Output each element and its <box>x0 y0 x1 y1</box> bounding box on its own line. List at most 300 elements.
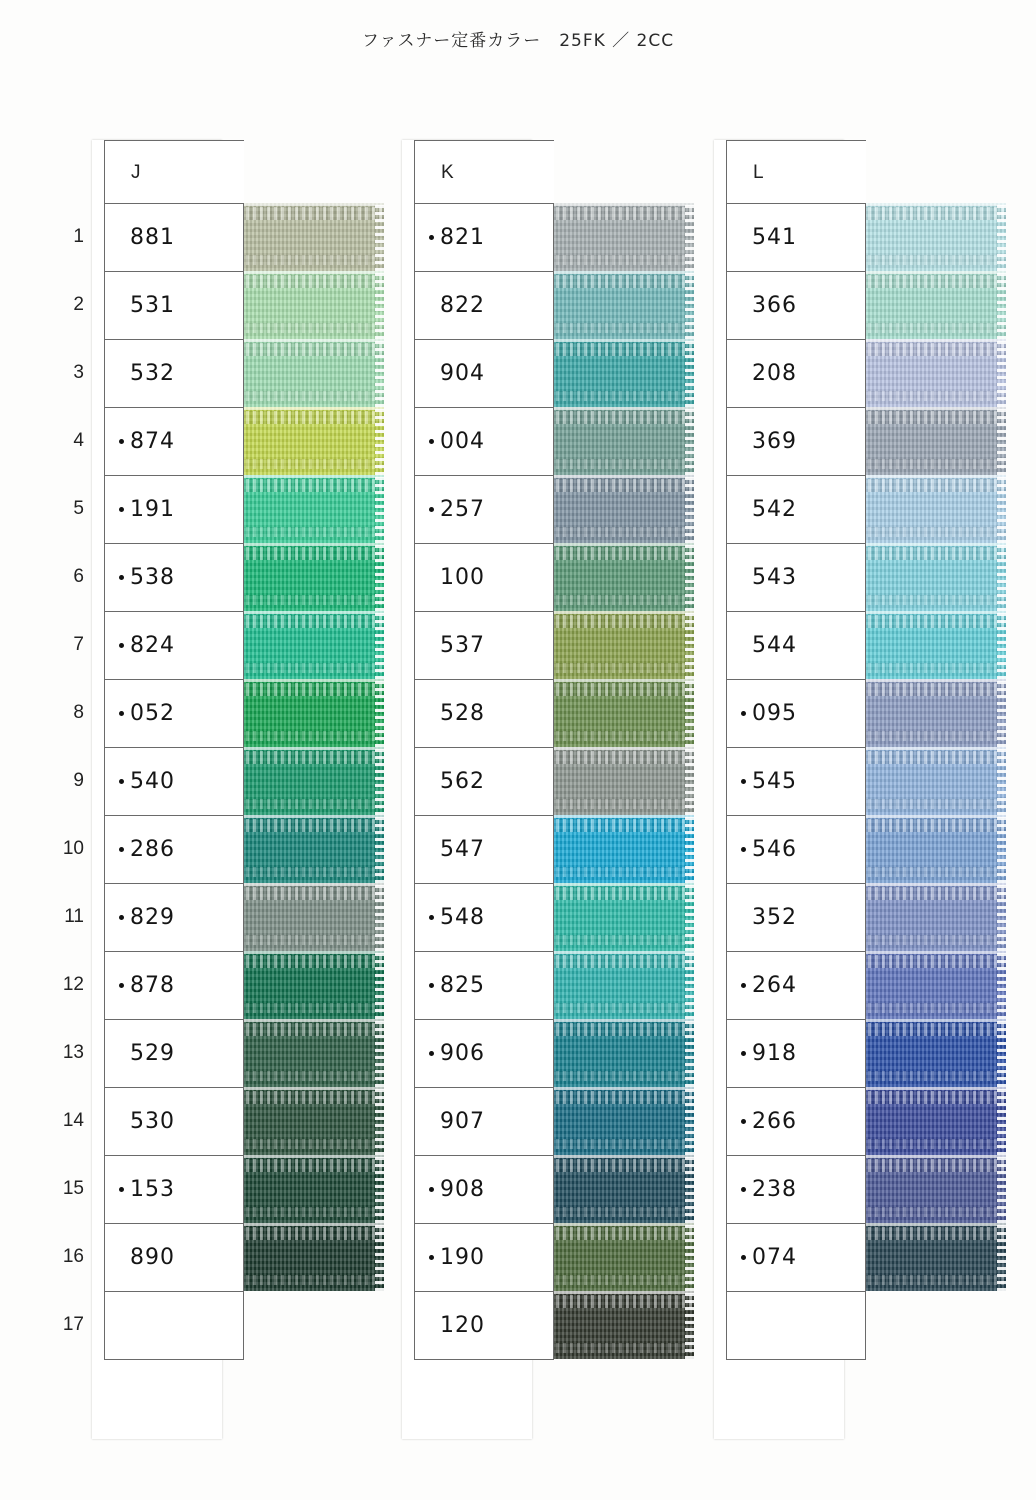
zipper-teeth-icon <box>854 867 1006 877</box>
zipper-tape-swatch[interactable] <box>232 883 384 951</box>
color-code-label: 052 <box>130 701 175 726</box>
swatch-divider <box>542 883 694 886</box>
zipper-teeth-icon <box>232 731 384 741</box>
color-code-row[interactable] <box>415 748 553 816</box>
zipper-teeth-icon <box>854 663 1006 673</box>
cut-edge <box>685 407 694 475</box>
zipper-teeth-icon <box>854 731 1006 741</box>
bullet-dot-icon <box>741 575 746 580</box>
zipper-tape-swatch[interactable] <box>542 1155 694 1223</box>
color-code-row[interactable] <box>105 340 243 408</box>
zipper-teeth-icon <box>232 1139 384 1149</box>
color-code-row[interactable] <box>105 1020 243 1088</box>
bullet-dot-icon <box>429 1187 434 1192</box>
zipper-tape-swatch[interactable] <box>232 679 384 747</box>
cut-edge <box>997 1155 1006 1223</box>
zipper-tape-swatch[interactable] <box>542 1291 694 1359</box>
color-code-label: 546 <box>752 837 797 862</box>
zipper-teeth-icon <box>232 527 384 537</box>
zipper-teeth-icon <box>232 1227 384 1240</box>
color-code-row[interactable] <box>105 272 243 340</box>
zipper-teeth-icon <box>854 1071 1006 1081</box>
swatch-divider <box>542 951 694 954</box>
bullet-dot-icon <box>741 1051 746 1056</box>
bullet-dot-icon <box>429 1323 434 1328</box>
color-code-label: 822 <box>440 293 485 318</box>
color-code-row[interactable] <box>415 204 553 272</box>
color-code-label: 537 <box>440 633 485 658</box>
color-code-row[interactable] <box>105 816 243 884</box>
color-code-row[interactable] <box>727 340 865 408</box>
color-code-label: 238 <box>752 1177 797 1202</box>
cut-edge <box>375 951 384 1019</box>
zipper-tape-swatch[interactable] <box>542 271 694 339</box>
swatch-divider <box>542 1087 694 1090</box>
color-code-label: 190 <box>440 1245 485 1270</box>
color-code-label: 004 <box>440 429 485 454</box>
zipper-teeth-icon <box>854 1091 1006 1104</box>
color-code-row[interactable] <box>727 1224 865 1292</box>
zipper-tape-swatch[interactable] <box>232 475 384 543</box>
zipper-tape-swatch[interactable] <box>542 407 694 475</box>
color-code-label: 286 <box>130 837 175 862</box>
zipper-tape-swatch[interactable] <box>542 543 694 611</box>
swatch-divider <box>232 951 384 954</box>
zipper-tape-swatch[interactable] <box>232 951 384 1019</box>
zipper-tape-swatch[interactable] <box>232 747 384 815</box>
zipper-teeth-icon <box>854 343 1006 356</box>
cut-edge <box>375 475 384 543</box>
zipper-tape-swatch[interactable] <box>232 1019 384 1087</box>
zipper-teeth-icon <box>232 751 384 764</box>
color-code-row[interactable] <box>727 204 865 272</box>
zipper-teeth-icon <box>232 1003 384 1013</box>
color-code-row[interactable] <box>415 1292 553 1360</box>
row-number: 8 <box>73 702 84 723</box>
color-code-row[interactable] <box>105 1156 243 1224</box>
color-code-label: 538 <box>130 565 175 590</box>
zipper-teeth-icon <box>542 595 694 605</box>
bullet-dot-icon <box>119 1187 124 1192</box>
bullet-dot-icon <box>119 1119 124 1124</box>
color-code-label: 532 <box>130 361 175 386</box>
row-number: 2 <box>73 294 84 315</box>
color-code-row[interactable] <box>415 476 553 544</box>
color-code-label: 208 <box>752 361 797 386</box>
cut-edge <box>685 475 694 543</box>
zipper-teeth-icon <box>854 595 1006 605</box>
color-code-label: 890 <box>130 1245 175 1270</box>
row-number: 10 <box>62 838 84 859</box>
color-code-row[interactable] <box>105 952 243 1020</box>
zipper-teeth-icon <box>232 819 384 832</box>
color-code-label: 120 <box>440 1313 485 1338</box>
zipper-teeth-icon <box>542 683 694 696</box>
zipper-teeth-icon <box>232 459 384 469</box>
zipper-teeth-icon <box>542 1295 694 1308</box>
zipper-tape-swatch[interactable] <box>854 339 1006 407</box>
zipper-tape-swatch[interactable] <box>542 815 694 883</box>
cut-edge <box>685 1019 694 1087</box>
row-number: 5 <box>73 498 84 519</box>
color-code-row[interactable] <box>727 544 865 612</box>
zipper-tape-swatch[interactable] <box>232 339 384 407</box>
color-code-row[interactable] <box>105 544 243 612</box>
color-code-row[interactable] <box>105 204 243 272</box>
swatch-divider <box>854 883 1006 886</box>
row-number: 6 <box>73 566 84 587</box>
zipper-teeth-icon <box>854 1159 1006 1172</box>
color-code-row[interactable] <box>415 884 553 952</box>
zipper-tape-swatch[interactable] <box>232 1291 384 1359</box>
zipper-teeth-icon <box>232 1207 384 1217</box>
color-code-row[interactable] <box>727 272 865 340</box>
color-code-label: 907 <box>440 1109 485 1134</box>
row-number: 3 <box>73 362 84 383</box>
cut-edge <box>685 611 694 679</box>
color-code-row[interactable] <box>727 748 865 816</box>
zipper-teeth-icon <box>232 547 384 560</box>
zipper-tape-swatch[interactable] <box>542 203 694 271</box>
color-code-label: 918 <box>752 1041 797 1066</box>
color-code-row[interactable] <box>727 1292 865 1360</box>
zipper-teeth-icon <box>232 479 384 492</box>
swatch-divider <box>854 339 1006 342</box>
zipper-tape-swatch[interactable] <box>854 1019 1006 1087</box>
zipper-tape-swatch[interactable] <box>232 271 384 339</box>
zipper-teeth-icon <box>542 527 694 537</box>
zipper-teeth-icon <box>232 683 384 696</box>
bullet-dot-icon <box>741 371 746 376</box>
zipper-teeth-icon <box>854 615 1006 628</box>
zipper-tape-swatch[interactable] <box>854 815 1006 883</box>
cut-edge <box>997 951 1006 1019</box>
bullet-dot-icon <box>741 1119 746 1124</box>
zipper-tape-swatch[interactable] <box>854 883 1006 951</box>
zipper-tape-swatch[interactable] <box>232 815 384 883</box>
zipper-teeth-icon <box>854 255 1006 265</box>
color-code-row[interactable] <box>415 1156 553 1224</box>
cut-edge <box>375 339 384 407</box>
swatch-divider <box>232 475 384 478</box>
zipper-teeth-icon <box>542 799 694 809</box>
bullet-dot-icon <box>119 303 124 308</box>
bullet-dot-icon <box>741 1323 746 1328</box>
color-code-row[interactable] <box>415 1224 553 1292</box>
swatch-divider <box>854 815 1006 818</box>
cut-edge <box>997 883 1006 951</box>
zipper-tape-swatch[interactable] <box>854 951 1006 1019</box>
swatch-divider <box>854 407 1006 410</box>
bullet-dot-icon <box>429 915 434 920</box>
zipper-tape-swatch[interactable] <box>542 1087 694 1155</box>
row-number-gutter <box>46 203 90 1359</box>
bullet-dot-icon <box>119 779 124 784</box>
bullet-dot-icon <box>119 983 124 988</box>
zipper-tape-swatch[interactable] <box>854 679 1006 747</box>
bullet-dot-icon <box>741 711 746 716</box>
page-title: ファスナー定番カラー 25FK ／ 2CC <box>361 31 675 51</box>
color-code-label: 095 <box>752 701 797 726</box>
zipper-teeth-icon <box>854 1207 1006 1217</box>
color-code-row[interactable] <box>105 884 243 952</box>
row-number: 1 <box>73 226 84 247</box>
zipper-tape-swatch[interactable] <box>542 339 694 407</box>
cut-edge <box>997 1019 1006 1087</box>
swatch-divider <box>854 543 1006 546</box>
swatch-divider <box>232 407 384 410</box>
swatch-divider <box>854 475 1006 478</box>
color-code-row[interactable] <box>415 408 553 476</box>
cut-edge <box>375 543 384 611</box>
color-code-label: 824 <box>130 633 175 658</box>
zipper-tape-swatch[interactable] <box>854 1291 1006 1359</box>
zipper-teeth-icon <box>232 1071 384 1081</box>
zipper-teeth-icon <box>232 275 384 288</box>
swatch-divider <box>542 611 694 614</box>
row-number: 7 <box>73 634 84 655</box>
zipper-teeth-icon <box>854 751 1006 764</box>
color-code-row[interactable] <box>105 408 243 476</box>
color-code-row[interactable] <box>105 1292 243 1360</box>
zipper-teeth-icon <box>232 1159 384 1172</box>
color-code-row[interactable] <box>415 544 553 612</box>
color-code-row[interactable] <box>415 816 553 884</box>
zipper-teeth-icon <box>542 731 694 741</box>
row-number: 15 <box>62 1178 84 1199</box>
swatch-divider <box>232 747 384 750</box>
color-code-row[interactable] <box>105 476 243 544</box>
color-code-row[interactable] <box>727 816 865 884</box>
zipper-teeth-icon <box>542 207 694 220</box>
color-code-row[interactable] <box>727 1088 865 1156</box>
swatch-divider <box>232 1223 384 1226</box>
zipper-teeth-icon <box>232 391 384 401</box>
swatch-divider <box>854 1087 1006 1090</box>
zipper-tape-swatch[interactable] <box>854 747 1006 815</box>
zipper-tape-swatch[interactable] <box>542 1223 694 1291</box>
color-code-row[interactable] <box>105 680 243 748</box>
swatch-divider <box>542 1019 694 1022</box>
color-code-label: 543 <box>752 565 797 590</box>
color-code-row[interactable] <box>727 952 865 1020</box>
swatch-divider <box>542 271 694 274</box>
zipper-tape-swatch[interactable] <box>232 1223 384 1291</box>
row-number: 13 <box>62 1042 84 1063</box>
row-number: 12 <box>62 974 84 995</box>
zipper-tape-swatch[interactable] <box>542 883 694 951</box>
swatch-divider <box>232 1019 384 1022</box>
bullet-dot-icon <box>119 1255 124 1260</box>
bullet-dot-icon <box>429 847 434 852</box>
zipper-tape-swatch[interactable] <box>854 1223 1006 1291</box>
cut-edge <box>685 1087 694 1155</box>
color-code-row[interactable] <box>105 612 243 680</box>
color-code-label: 908 <box>440 1177 485 1202</box>
zipper-teeth-icon <box>232 799 384 809</box>
zipper-teeth-icon <box>854 411 1006 424</box>
zipper-tape-swatch[interactable] <box>542 747 694 815</box>
color-code-label: 874 <box>130 429 175 454</box>
color-code-row[interactable] <box>105 1224 243 1292</box>
zipper-tape-swatch[interactable] <box>542 951 694 1019</box>
zipper-tape-swatch[interactable] <box>854 543 1006 611</box>
zipper-teeth-icon <box>232 255 384 265</box>
zipper-teeth-icon <box>854 207 1006 220</box>
color-code-row[interactable] <box>415 952 553 1020</box>
swatch-divider <box>232 1155 384 1158</box>
zipper-tape-swatch[interactable] <box>232 407 384 475</box>
color-code-label: 153 <box>130 1177 175 1202</box>
color-code-row[interactable] <box>727 1020 865 1088</box>
color-code-row[interactable] <box>415 1020 553 1088</box>
bullet-dot-icon <box>429 575 434 580</box>
zipper-teeth-icon <box>542 867 694 877</box>
zipper-teeth-icon <box>854 547 1006 560</box>
zipper-teeth-icon <box>542 547 694 560</box>
zipper-tape-swatch[interactable] <box>854 1155 1006 1223</box>
zipper-tape-swatch[interactable] <box>542 475 694 543</box>
zipper-teeth-icon <box>542 1071 694 1081</box>
code-list <box>104 203 244 1360</box>
swatch-divider <box>232 543 384 546</box>
zipper-teeth-icon <box>542 459 694 469</box>
swatch-divider <box>232 1087 384 1090</box>
row-number: 11 <box>64 906 84 927</box>
bullet-dot-icon <box>429 1255 434 1260</box>
zipper-teeth-icon <box>542 1023 694 1036</box>
color-code-row[interactable] <box>727 612 865 680</box>
swatch-divider <box>854 679 1006 682</box>
bullet-dot-icon <box>119 915 124 920</box>
zipper-teeth-icon <box>542 411 694 424</box>
cut-edge <box>685 951 694 1019</box>
color-code-label: 366 <box>752 293 797 318</box>
bullet-dot-icon <box>429 779 434 784</box>
zipper-tape-swatch[interactable] <box>854 611 1006 679</box>
zipper-tape-swatch[interactable] <box>854 407 1006 475</box>
swatch-divider <box>232 203 384 206</box>
zipper-teeth-icon <box>542 343 694 356</box>
zipper-tape-swatch[interactable] <box>542 611 694 679</box>
swatch-divider <box>542 815 694 818</box>
zipper-teeth-icon <box>542 1091 694 1104</box>
bullet-dot-icon <box>119 507 124 512</box>
cut-edge <box>997 815 1006 883</box>
zipper-teeth-icon <box>542 819 694 832</box>
color-code-label: 825 <box>440 973 485 998</box>
color-code-row[interactable] <box>727 1156 865 1224</box>
color-code-row[interactable] <box>415 272 553 340</box>
color-code-row[interactable] <box>105 748 243 816</box>
color-code-row[interactable] <box>727 476 865 544</box>
bullet-dot-icon <box>429 1119 434 1124</box>
swatch-divider <box>542 679 694 682</box>
color-code-row[interactable] <box>415 340 553 408</box>
zipper-tape-swatch[interactable] <box>542 679 694 747</box>
bullet-dot-icon <box>119 643 124 648</box>
cut-edge <box>375 1223 384 1291</box>
swatch-divider <box>542 339 694 342</box>
zipper-tape-swatch[interactable] <box>854 475 1006 543</box>
bullet-dot-icon <box>119 371 124 376</box>
color-code-row[interactable] <box>727 680 865 748</box>
zipper-tape-swatch[interactable] <box>854 203 1006 271</box>
zipper-teeth-icon <box>232 867 384 877</box>
swatch-divider <box>232 815 384 818</box>
bullet-dot-icon <box>429 1051 434 1056</box>
row-number: 14 <box>62 1110 84 1131</box>
zipper-teeth-icon <box>542 275 694 288</box>
color-code-label: 821 <box>440 225 485 250</box>
zipper-tape-swatch[interactable] <box>854 271 1006 339</box>
row-number: 17 <box>62 1314 84 1335</box>
bullet-dot-icon <box>741 643 746 648</box>
zipper-teeth-icon <box>854 323 1006 333</box>
cut-edge <box>997 543 1006 611</box>
zipper-teeth-icon <box>542 1207 694 1217</box>
bullet-dot-icon <box>119 439 124 444</box>
zipper-teeth-icon <box>232 1091 384 1104</box>
zipper-teeth-icon <box>232 595 384 605</box>
zipper-teeth-icon <box>854 275 1006 288</box>
bullet-dot-icon <box>429 507 434 512</box>
color-code-label: 257 <box>440 497 485 522</box>
bullet-dot-icon <box>741 983 746 988</box>
color-code-label: 878 <box>130 973 175 998</box>
zipper-tape-swatch[interactable] <box>854 1087 1006 1155</box>
color-code-row[interactable] <box>415 1088 553 1156</box>
cut-edge <box>685 339 694 407</box>
zipper-tape-swatch[interactable] <box>232 543 384 611</box>
zipper-teeth-icon <box>542 935 694 945</box>
zipper-teeth-icon <box>854 935 1006 945</box>
zipper-teeth-icon <box>854 1023 1006 1036</box>
color-code-label: 545 <box>752 769 797 794</box>
color-code-row[interactable] <box>105 1088 243 1156</box>
zipper-tape-swatch[interactable] <box>232 1087 384 1155</box>
bullet-dot-icon <box>119 847 124 852</box>
swatch-divider <box>854 747 1006 750</box>
cut-edge <box>375 883 384 951</box>
cut-edge <box>685 679 694 747</box>
swatch-divider <box>854 1223 1006 1226</box>
cut-edge <box>997 1223 1006 1291</box>
zipper-tape-swatch[interactable] <box>542 1019 694 1087</box>
bullet-dot-icon <box>429 643 434 648</box>
color-code-row[interactable] <box>415 680 553 748</box>
color-code-label: 906 <box>440 1041 485 1066</box>
zipper-tape-swatch[interactable] <box>232 611 384 679</box>
color-code-row[interactable] <box>727 884 865 952</box>
cut-edge <box>685 1223 694 1291</box>
row-number: 16 <box>62 1246 84 1267</box>
zipper-tape-swatch[interactable] <box>232 1155 384 1223</box>
bullet-dot-icon <box>429 439 434 444</box>
zipper-teeth-icon <box>854 1227 1006 1240</box>
swatch-strip <box>542 203 694 1359</box>
color-code-label: 191 <box>130 497 175 522</box>
zipper-teeth-icon <box>232 411 384 424</box>
color-code-label: 369 <box>752 429 797 454</box>
swatch-divider <box>854 611 1006 614</box>
zipper-tape-swatch[interactable] <box>232 203 384 271</box>
color-code-row[interactable] <box>415 612 553 680</box>
cut-edge <box>375 203 384 271</box>
zipper-teeth-icon <box>232 663 384 673</box>
color-code-row[interactable] <box>727 408 865 476</box>
swatch-divider <box>542 1155 694 1158</box>
